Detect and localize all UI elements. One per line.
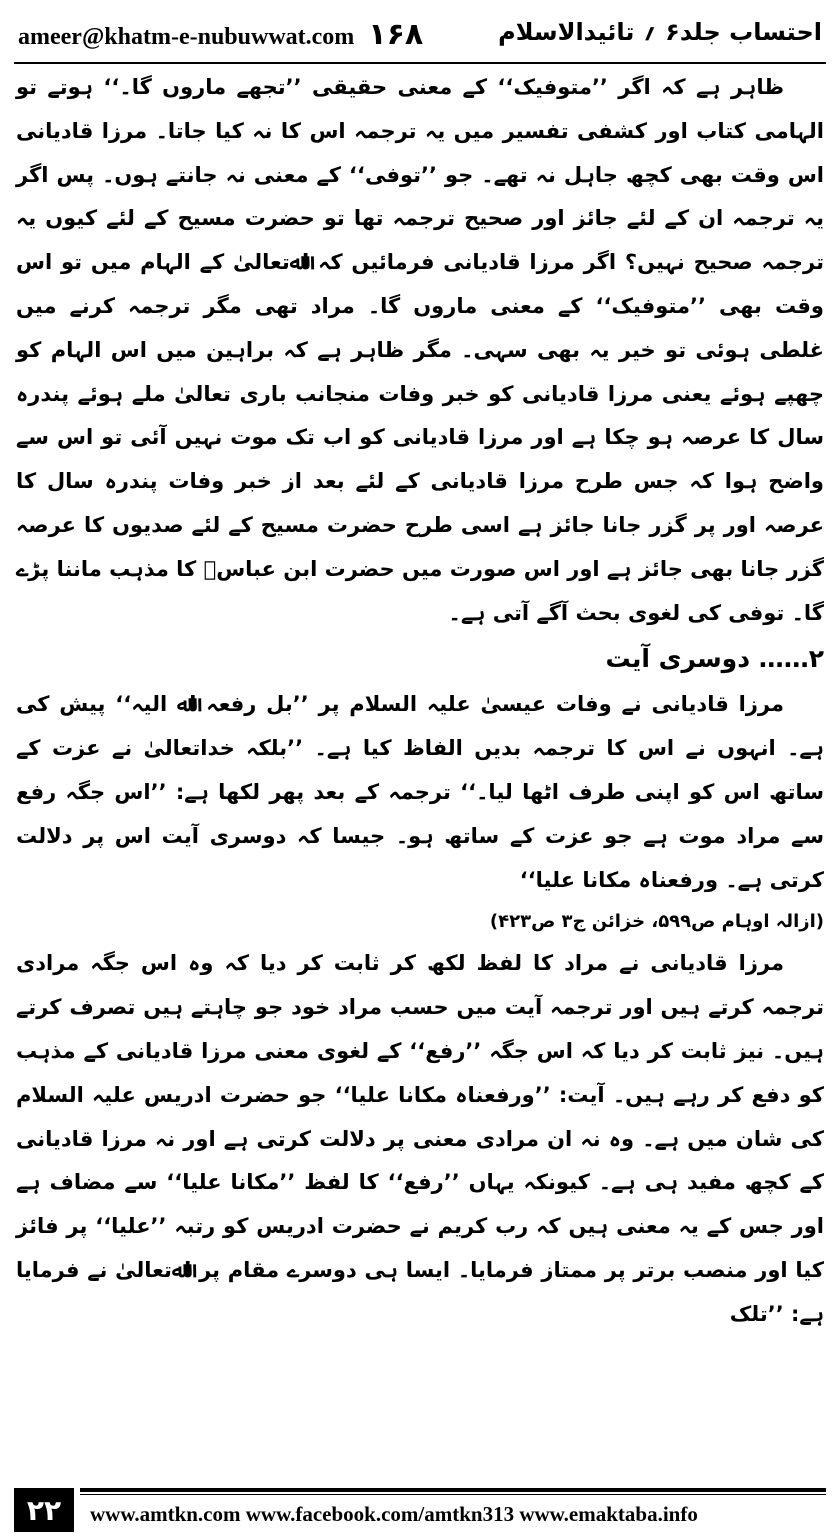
reference-citation: (ازالہ اوہام ص۵۹۹، خزائن ج۳ ص۴۲۳)	[489, 911, 824, 933]
paragraph: مرزا قادیانی نے مراد کا لفظ لکھ کر ثابت کر دیا کہ وہ اس جگہ مرادی ترجمہ کرتے ہیں اور ترجمہ آیت میں حسب مراد خود جو چاہتے ہیں تصرف کرتے ہیں۔ نیز ثابت کر دیا کہ اس جگہ ’’رفع‘‘ کے لغوی معنی مرزا قادیانی کے مذہب کو دفع کر رہے ہیں۔ آیت: ’’ورفعناہ مکانا علیا‘‘ جو حضرت ادریس علیہ السلام کی شان میں ہے۔ وہ نہ ان مرادی معنی پر دلالت کرتی ہے اور نہ مرزا قادیانی کے کچھ مفید ہی ہے۔ کیونکہ یہاں ’’رفع‘‘ کا لفظ ’’مکانا علیا‘‘ سے مضاف ہے اور جس کے یہ معنی ہیں کہ رب کریم نے حضرت ادریس کو رتبہ ’’علیا‘‘ پر فائز کیا اور منصب برتر پر ممتاز فرمایا۔ ایسا ہی دوسرے مقام پر اﷲتعالیٰ نے فرمایا ہے: ’’تلک	[16, 951, 824, 1326]
page-number: ۱۶۸	[368, 17, 424, 52]
paragraph: ظاہر ہے کہ اگر ’’متوفیک‘‘ کے معنی حقیقی ’’تجھے ماروں گا۔‘‘ ہوتے تو الہامی کتاب اور کشفی تفسیر میں یہ ترجمہ اس کا نہ کیا جاتا۔ مرزا قادیانی اس وقت بھی کچھ جاہل نہ تھے۔ جو ’’توفی‘‘ کے معنی نہ جانتے ہوں۔ پس اگر یہ ترجمہ ان کے لئے جائز اور صحیح ترجمہ تھا تو حضرت مسیح کے لئے کیوں یہ ترجمہ صحیح نہیں؟ اگر مرزا قادیانی فرمائیں کہ اﷲتعالیٰ کے الہام میں تو اس وقت بھی ’’متوفیک‘‘ کے معنی ماروں گا۔ مراد تھی مگر ترجمہ کرنے میں غلطی ہوئی تو خیر یہ بھی سہی۔ مگر ظاہر ہے کہ براہین میں اس الہام کو چھپے ہوئے یعنی مرزا قادیانی کو خبر وفات منجانب باری تعالیٰ ملے ہوئے پندرہ سال کا عرصہ ہو چکا ہے اور مرزا قادیانی کو اب تک موت نہیں آئی تو اس سے واضح ہوا کہ جس طرح مرزا قادیانی کے لئے بعد از خبر وفات پندرہ سال کا عرصہ اور پر گزر جانا جائز ہے اسی طرح حضرت مسیح کے لئے صدیوں کا عرصہ گزر جانا بھی جائز ہے اور اس صورت میں حضرت ابن عباسؓ کا مذہب ماننا پڑے گا۔ توفی کی لغوی بحث آگے آتی ہے۔	[16, 75, 824, 625]
paragraph: مرزا قادیانی نے وفات عیسیٰ علیہ السلام پر ’’بل رفعہ اﷲ الیہ‘‘ پیش کی ہے۔ انہوں نے اس کا ترجمہ بدیں الفاظ کیا ہے۔ ’’بلکہ خداتعالیٰ نے عزت کے ساتھ اس کو اپنی طرف اٹھا لیا۔‘‘ ترجمہ کے بعد پھر لکھا ہے: ’’اس جگہ رفع سے مراد موت ہے جو عزت کے ساتھ ہو۔ جیسا کہ دوسری آیت اس پر دلالت کرتی ہے۔ ورفعناہ مکانا علیا‘‘	[16, 692, 824, 892]
footer-rule-thick	[80, 1488, 826, 1492]
header-rule	[14, 62, 826, 64]
book-title: احتساب جلد۶ ؍ تائیدالاسلام	[498, 18, 822, 46]
page-footer	[0, 1488, 840, 1540]
footer-rule-thin	[80, 1494, 826, 1495]
page-body	[16, 66, 824, 1337]
section-heading: ۲…… دوسری آیت	[605, 644, 824, 674]
footer-page-box: ۲۲	[14, 1488, 74, 1532]
page-header	[14, 14, 826, 62]
header-left	[18, 17, 424, 52]
header-email: ameer@khatm-e-nubuwwat.com	[18, 24, 355, 50]
footer-links: www.amtkn.com www.facebook.com/amtkn313 www.emaktaba.info	[90, 1502, 698, 1526]
